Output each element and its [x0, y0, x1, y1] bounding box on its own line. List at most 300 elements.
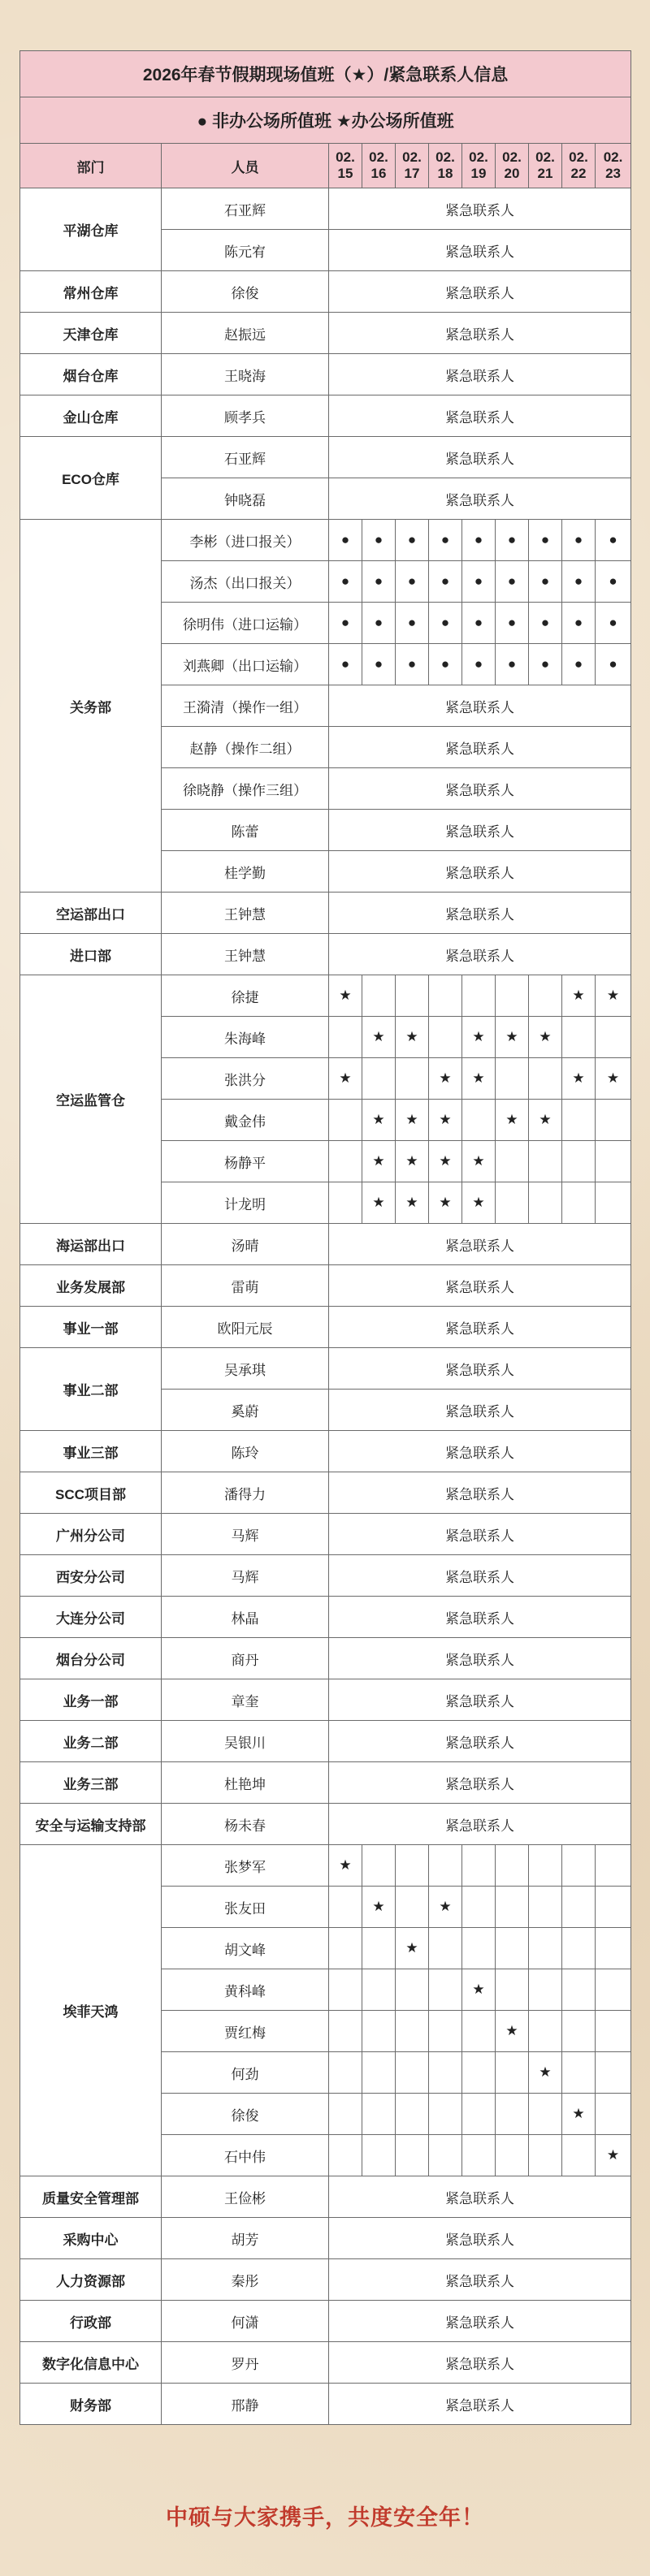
table-row [20, 2342, 631, 2384]
office-duty-star: ★ [396, 1928, 429, 1969]
person-cell: 桂学勤 [162, 851, 329, 893]
office-duty-star: ★ [562, 975, 596, 1017]
empty-duty-cell [529, 975, 562, 1017]
date-day: 15 [337, 166, 353, 181]
contact-cell: 紧急联系人 [329, 851, 631, 893]
table-row [20, 1265, 631, 1307]
date-month: 02. [402, 149, 422, 165]
person-cell: 商丹 [162, 1638, 329, 1679]
empty-duty-cell [462, 2052, 496, 2094]
date-month: 02. [369, 149, 388, 165]
person-cell: 汤晴 [162, 1224, 329, 1265]
contact-cell: 紧急联系人 [329, 1762, 631, 1804]
empty-duty-cell [562, 2011, 596, 2052]
contact-cell: 紧急联系人 [329, 1265, 631, 1307]
offsite-duty-dot: ● [462, 520, 496, 561]
person-cell: 罗丹 [162, 2342, 329, 2384]
offsite-duty-dot: ● [562, 561, 596, 603]
table-row [20, 437, 631, 478]
empty-duty-cell [496, 975, 529, 1017]
table-row [20, 1804, 631, 1845]
office-duty-star: ★ [329, 1058, 362, 1100]
empty-duty-cell [329, 2011, 362, 2052]
date-day: 16 [370, 166, 387, 181]
contact-cell: 紧急联系人 [329, 478, 631, 520]
empty-duty-cell [362, 975, 396, 1017]
empty-duty-cell [329, 1100, 362, 1141]
person-cell: 黄科峰 [162, 1969, 329, 2011]
empty-duty-cell [429, 1969, 462, 2011]
table-row [20, 1555, 631, 1597]
contact-cell: 紧急联系人 [329, 1224, 631, 1265]
contact-cell: 紧急联系人 [329, 354, 631, 395]
person-cell: 杨静平 [162, 1141, 329, 1182]
dept-cell: 行政部 [20, 2301, 162, 2342]
contact-cell: 紧急联系人 [329, 810, 631, 851]
date-day: 20 [504, 166, 520, 181]
offsite-duty-dot: ● [362, 520, 396, 561]
person-cell: 胡芳 [162, 2218, 329, 2259]
empty-duty-cell [596, 2011, 631, 2052]
office-duty-star: ★ [396, 1141, 429, 1182]
empty-duty-cell [329, 1969, 362, 2011]
offsite-duty-dot: ● [529, 561, 562, 603]
table-row [20, 354, 631, 395]
empty-duty-cell [462, 2011, 496, 2052]
empty-duty-cell [329, 2052, 362, 2094]
person-cell: 邢静 [162, 2384, 329, 2425]
contact-cell: 紧急联系人 [329, 1721, 631, 1762]
empty-duty-cell [496, 2052, 529, 2094]
empty-duty-cell [562, 1887, 596, 1928]
dept-cell: 事业二部 [20, 1348, 162, 1431]
dept-cell: 人力资源部 [20, 2259, 162, 2301]
person-cell: 钟晓磊 [162, 478, 329, 520]
empty-duty-cell [596, 1969, 631, 2011]
duty-table [20, 50, 631, 2425]
dept-cell: 安全与运输支持部 [20, 1804, 162, 1845]
table-row [20, 1348, 631, 1390]
date-day: 19 [470, 166, 487, 181]
office-duty-star: ★ [562, 2094, 596, 2135]
office-duty-star: ★ [496, 1017, 529, 1058]
contact-cell: 紧急联系人 [329, 1804, 631, 1845]
empty-duty-cell [329, 1928, 362, 1969]
dept-cell: 关务部 [20, 520, 162, 893]
person-cell: 石中伟 [162, 2135, 329, 2176]
empty-duty-cell [429, 975, 462, 1017]
date-header [496, 144, 529, 188]
date-header [596, 144, 631, 188]
empty-duty-cell [529, 1182, 562, 1224]
empty-duty-cell [596, 1887, 631, 1928]
person-cell: 章奎 [162, 1679, 329, 1721]
table-row [20, 2301, 631, 2342]
empty-duty-cell [562, 2135, 596, 2176]
empty-duty-cell [396, 2135, 429, 2176]
empty-duty-cell [496, 1969, 529, 2011]
dept-cell: 西安分公司 [20, 1555, 162, 1597]
dept-cell: 采购中心 [20, 2218, 162, 2259]
dept-cell: 大连分公司 [20, 1597, 162, 1638]
table-row [20, 2218, 631, 2259]
empty-duty-cell [529, 2135, 562, 2176]
person-cell: 徐明伟（进口运输） [162, 603, 329, 644]
empty-duty-cell [562, 1100, 596, 1141]
contact-cell: 紧急联系人 [329, 893, 631, 934]
empty-duty-cell [362, 2094, 396, 2135]
empty-duty-cell [562, 1182, 596, 1224]
empty-duty-cell [396, 2052, 429, 2094]
office-duty-star: ★ [362, 1100, 396, 1141]
dept-cell: 天津仓库 [20, 313, 162, 354]
contact-cell: 紧急联系人 [329, 685, 631, 727]
table-row [20, 1721, 631, 1762]
empty-duty-cell [462, 1928, 496, 1969]
offsite-duty-dot: ● [529, 520, 562, 561]
person-cell: 奚蔚 [162, 1390, 329, 1431]
title-row [20, 51, 631, 97]
empty-duty-cell [362, 1928, 396, 1969]
office-duty-star: ★ [496, 1100, 529, 1141]
empty-duty-cell [562, 1969, 596, 2011]
dept-cell: SCC项目部 [20, 1472, 162, 1514]
empty-duty-cell [362, 1845, 396, 1887]
header-row [20, 144, 631, 188]
empty-duty-cell [396, 1058, 429, 1100]
offsite-duty-dot: ● [562, 644, 596, 685]
table-row [20, 1514, 631, 1555]
offsite-duty-dot: ● [429, 561, 462, 603]
table-row [20, 1307, 631, 1348]
dept-cell: 进口部 [20, 934, 162, 975]
office-duty-star: ★ [396, 1017, 429, 1058]
office-duty-star: ★ [596, 2135, 631, 2176]
date-header [462, 144, 496, 188]
contact-cell: 紧急联系人 [329, 2218, 631, 2259]
dept-cell: 烟台仓库 [20, 354, 162, 395]
contact-cell: 紧急联系人 [329, 1514, 631, 1555]
offsite-duty-dot: ● [496, 644, 529, 685]
date-month: 02. [569, 149, 588, 165]
empty-duty-cell [362, 2011, 396, 2052]
person-cell: 顾孝兵 [162, 395, 329, 437]
contact-cell: 紧急联系人 [329, 2301, 631, 2342]
table-row [20, 520, 631, 561]
empty-duty-cell [329, 2094, 362, 2135]
person-cell: 赵静（操作二组） [162, 727, 329, 768]
empty-duty-cell [396, 1969, 429, 2011]
offsite-duty-dot: ● [596, 561, 631, 603]
dept-header: 部门 [20, 144, 162, 188]
empty-duty-cell [396, 2094, 429, 2135]
office-duty-star: ★ [462, 1058, 496, 1100]
empty-duty-cell [496, 2135, 529, 2176]
person-cell: 刘燕卿（出口运输） [162, 644, 329, 685]
person-cell: 陈玲 [162, 1431, 329, 1472]
person-cell: 吴承琪 [162, 1348, 329, 1390]
date-month: 02. [469, 149, 488, 165]
empty-duty-cell [329, 1017, 362, 1058]
empty-duty-cell [496, 1058, 529, 1100]
table-row [20, 975, 631, 1017]
empty-duty-cell [462, 2094, 496, 2135]
office-duty-star: ★ [396, 1182, 429, 1224]
person-cell: 张洪分 [162, 1058, 329, 1100]
contact-cell: 紧急联系人 [329, 2384, 631, 2425]
table-row [20, 934, 631, 975]
dept-cell: 空运监管仓 [20, 975, 162, 1224]
empty-duty-cell [396, 1887, 429, 1928]
offsite-duty-dot: ● [396, 603, 429, 644]
contact-cell: 紧急联系人 [329, 1555, 631, 1597]
contact-cell: 紧急联系人 [329, 230, 631, 271]
offsite-duty-dot: ● [496, 603, 529, 644]
offsite-duty-dot: ● [496, 520, 529, 561]
empty-duty-cell [596, 2094, 631, 2135]
contact-cell: 紧急联系人 [329, 313, 631, 354]
dept-cell: 广州分公司 [20, 1514, 162, 1555]
table-row [20, 2176, 631, 2218]
person-cell: 石亚辉 [162, 188, 329, 230]
empty-duty-cell [329, 2135, 362, 2176]
empty-duty-cell [596, 2052, 631, 2094]
table-row [20, 1431, 631, 1472]
person-cell: 徐捷 [162, 975, 329, 1017]
date-header [429, 144, 462, 188]
offsite-duty-dot: ● [429, 644, 462, 685]
offsite-duty-dot: ● [396, 561, 429, 603]
office-duty-star: ★ [529, 2052, 562, 2094]
dept-cell: 财务部 [20, 2384, 162, 2425]
offsite-duty-dot: ● [362, 603, 396, 644]
person-cell: 汤杰（出口报关） [162, 561, 329, 603]
office-duty-star: ★ [362, 1141, 396, 1182]
dept-cell: 业务三部 [20, 1762, 162, 1804]
table-row [20, 893, 631, 934]
offsite-duty-dot: ● [562, 520, 596, 561]
person-cell: 林晶 [162, 1597, 329, 1638]
empty-duty-cell [496, 1928, 529, 1969]
table-row [20, 1597, 631, 1638]
empty-duty-cell [496, 1141, 529, 1182]
dept-cell: 业务发展部 [20, 1265, 162, 1307]
person-cell: 杜艳坤 [162, 1762, 329, 1804]
office-duty-star: ★ [396, 1100, 429, 1141]
contact-cell: 紧急联系人 [329, 1390, 631, 1431]
office-duty-star: ★ [362, 1182, 396, 1224]
empty-duty-cell [396, 1845, 429, 1887]
contact-cell: 紧急联系人 [329, 934, 631, 975]
empty-duty-cell [329, 1887, 362, 1928]
table-row [20, 2384, 631, 2425]
person-cell: 王俭彬 [162, 2176, 329, 2218]
dept-cell: 空运部出口 [20, 893, 162, 934]
date-header [562, 144, 596, 188]
offsite-duty-dot: ● [396, 644, 429, 685]
person-cell: 胡文峰 [162, 1928, 329, 1969]
empty-duty-cell [496, 1887, 529, 1928]
empty-duty-cell [362, 2052, 396, 2094]
date-month: 02. [603, 149, 623, 165]
person-cell: 徐俊 [162, 271, 329, 313]
person-cell: 杨未春 [162, 1804, 329, 1845]
table-row [20, 2259, 631, 2301]
empty-duty-cell [462, 1887, 496, 1928]
legend: ● 非办公场所值班 ★办公场所值班 [20, 97, 631, 144]
empty-duty-cell [462, 2135, 496, 2176]
contact-cell: 紧急联系人 [329, 2176, 631, 2218]
offsite-duty-dot: ● [329, 603, 362, 644]
offsite-duty-dot: ● [496, 561, 529, 603]
date-day: 22 [570, 166, 587, 181]
contact-cell: 紧急联系人 [329, 2259, 631, 2301]
offsite-duty-dot: ● [329, 644, 362, 685]
contact-cell: 紧急联系人 [329, 1679, 631, 1721]
empty-duty-cell [429, 2052, 462, 2094]
office-duty-star: ★ [429, 1887, 462, 1928]
offsite-duty-dot: ● [362, 644, 396, 685]
office-duty-star: ★ [562, 1058, 596, 1100]
empty-duty-cell [529, 1969, 562, 2011]
offsite-duty-dot: ● [396, 520, 429, 561]
dept-cell: 事业三部 [20, 1431, 162, 1472]
empty-duty-cell [529, 2094, 562, 2135]
office-duty-star: ★ [496, 2011, 529, 2052]
empty-duty-cell [496, 1845, 529, 1887]
person-cell: 王钟慧 [162, 893, 329, 934]
dept-cell: ECO仓库 [20, 437, 162, 520]
person-cell: 石亚辉 [162, 437, 329, 478]
empty-duty-cell [529, 1141, 562, 1182]
empty-duty-cell [562, 1845, 596, 1887]
table-row [20, 188, 631, 230]
empty-duty-cell [529, 1058, 562, 1100]
table-title: 2026年春节假期现场值班（★）/紧急联系人信息 [20, 51, 631, 97]
empty-duty-cell [529, 2011, 562, 2052]
empty-duty-cell [462, 1100, 496, 1141]
empty-duty-cell [529, 1887, 562, 1928]
date-header [329, 144, 362, 188]
person-cell: 张梦军 [162, 1845, 329, 1887]
offsite-duty-dot: ● [429, 520, 462, 561]
empty-duty-cell [429, 2011, 462, 2052]
table-row [20, 1638, 631, 1679]
empty-duty-cell [596, 1100, 631, 1141]
table-row [20, 1762, 631, 1804]
person-cell: 马辉 [162, 1514, 329, 1555]
office-duty-star: ★ [529, 1100, 562, 1141]
person-cell: 王漪清（操作一组） [162, 685, 329, 727]
contact-cell: 紧急联系人 [329, 727, 631, 768]
date-header [396, 144, 429, 188]
person-cell: 雷萌 [162, 1265, 329, 1307]
date-header [362, 144, 396, 188]
empty-duty-cell [562, 1017, 596, 1058]
offsite-duty-dot: ● [462, 644, 496, 685]
office-duty-star: ★ [529, 1017, 562, 1058]
dept-cell: 常州仓库 [20, 271, 162, 313]
dept-cell: 业务二部 [20, 1721, 162, 1762]
contact-cell: 紧急联系人 [329, 1348, 631, 1390]
office-duty-star: ★ [429, 1141, 462, 1182]
empty-duty-cell [596, 1141, 631, 1182]
contact-cell: 紧急联系人 [329, 437, 631, 478]
office-duty-star: ★ [429, 1058, 462, 1100]
person-cell: 陈元宥 [162, 230, 329, 271]
contact-cell: 紧急联系人 [329, 2342, 631, 2384]
dept-cell: 质量安全管理部 [20, 2176, 162, 2218]
person-cell: 徐俊 [162, 2094, 329, 2135]
person-cell: 陈蕾 [162, 810, 329, 851]
contact-cell: 紧急联系人 [329, 1472, 631, 1514]
contact-cell: 紧急联系人 [329, 1638, 631, 1679]
empty-duty-cell [362, 2135, 396, 2176]
person-cell: 何劲 [162, 2052, 329, 2094]
offsite-duty-dot: ● [429, 603, 462, 644]
empty-duty-cell [429, 1845, 462, 1887]
dept-cell: 金山仓库 [20, 395, 162, 437]
empty-duty-cell [462, 975, 496, 1017]
empty-duty-cell [329, 1141, 362, 1182]
offsite-duty-dot: ● [329, 520, 362, 561]
table-row [20, 1472, 631, 1514]
empty-duty-cell [496, 2094, 529, 2135]
contact-cell: 紧急联系人 [329, 395, 631, 437]
footer-slogan: 中硕与大家携手，共度安全年！ [166, 2505, 484, 2530]
office-duty-star: ★ [362, 1887, 396, 1928]
office-duty-star: ★ [429, 1100, 462, 1141]
office-duty-star: ★ [462, 1969, 496, 2011]
empty-duty-cell [429, 2135, 462, 2176]
contact-cell: 紧急联系人 [329, 271, 631, 313]
offsite-duty-dot: ● [362, 561, 396, 603]
office-duty-star: ★ [462, 1182, 496, 1224]
person-cell: 王钟慧 [162, 934, 329, 975]
date-day: 17 [404, 166, 420, 181]
table-row [20, 1845, 631, 1887]
person-cell: 计龙明 [162, 1182, 329, 1224]
person-cell: 贾红梅 [162, 2011, 329, 2052]
empty-duty-cell [396, 2011, 429, 2052]
dept-cell: 业务一部 [20, 1679, 162, 1721]
empty-duty-cell [462, 1845, 496, 1887]
offsite-duty-dot: ● [329, 561, 362, 603]
table-row [20, 1224, 631, 1265]
offsite-duty-dot: ● [596, 644, 631, 685]
empty-duty-cell [362, 1969, 396, 2011]
office-duty-star: ★ [462, 1141, 496, 1182]
empty-duty-cell [396, 975, 429, 1017]
date-day: 21 [537, 166, 553, 181]
empty-duty-cell [529, 1845, 562, 1887]
office-duty-star: ★ [596, 1058, 631, 1100]
date-month: 02. [436, 149, 455, 165]
offsite-duty-dot: ● [462, 603, 496, 644]
contact-cell: 紧急联系人 [329, 768, 631, 810]
dept-cell: 事业一部 [20, 1307, 162, 1348]
date-month: 02. [336, 149, 355, 165]
date-day: 18 [437, 166, 453, 181]
date-day: 23 [605, 166, 621, 181]
empty-duty-cell [362, 1058, 396, 1100]
office-duty-star: ★ [329, 1845, 362, 1887]
dept-cell: 烟台分公司 [20, 1638, 162, 1679]
office-duty-star: ★ [429, 1182, 462, 1224]
empty-duty-cell [596, 1845, 631, 1887]
table-row [20, 313, 631, 354]
office-duty-star: ★ [362, 1017, 396, 1058]
